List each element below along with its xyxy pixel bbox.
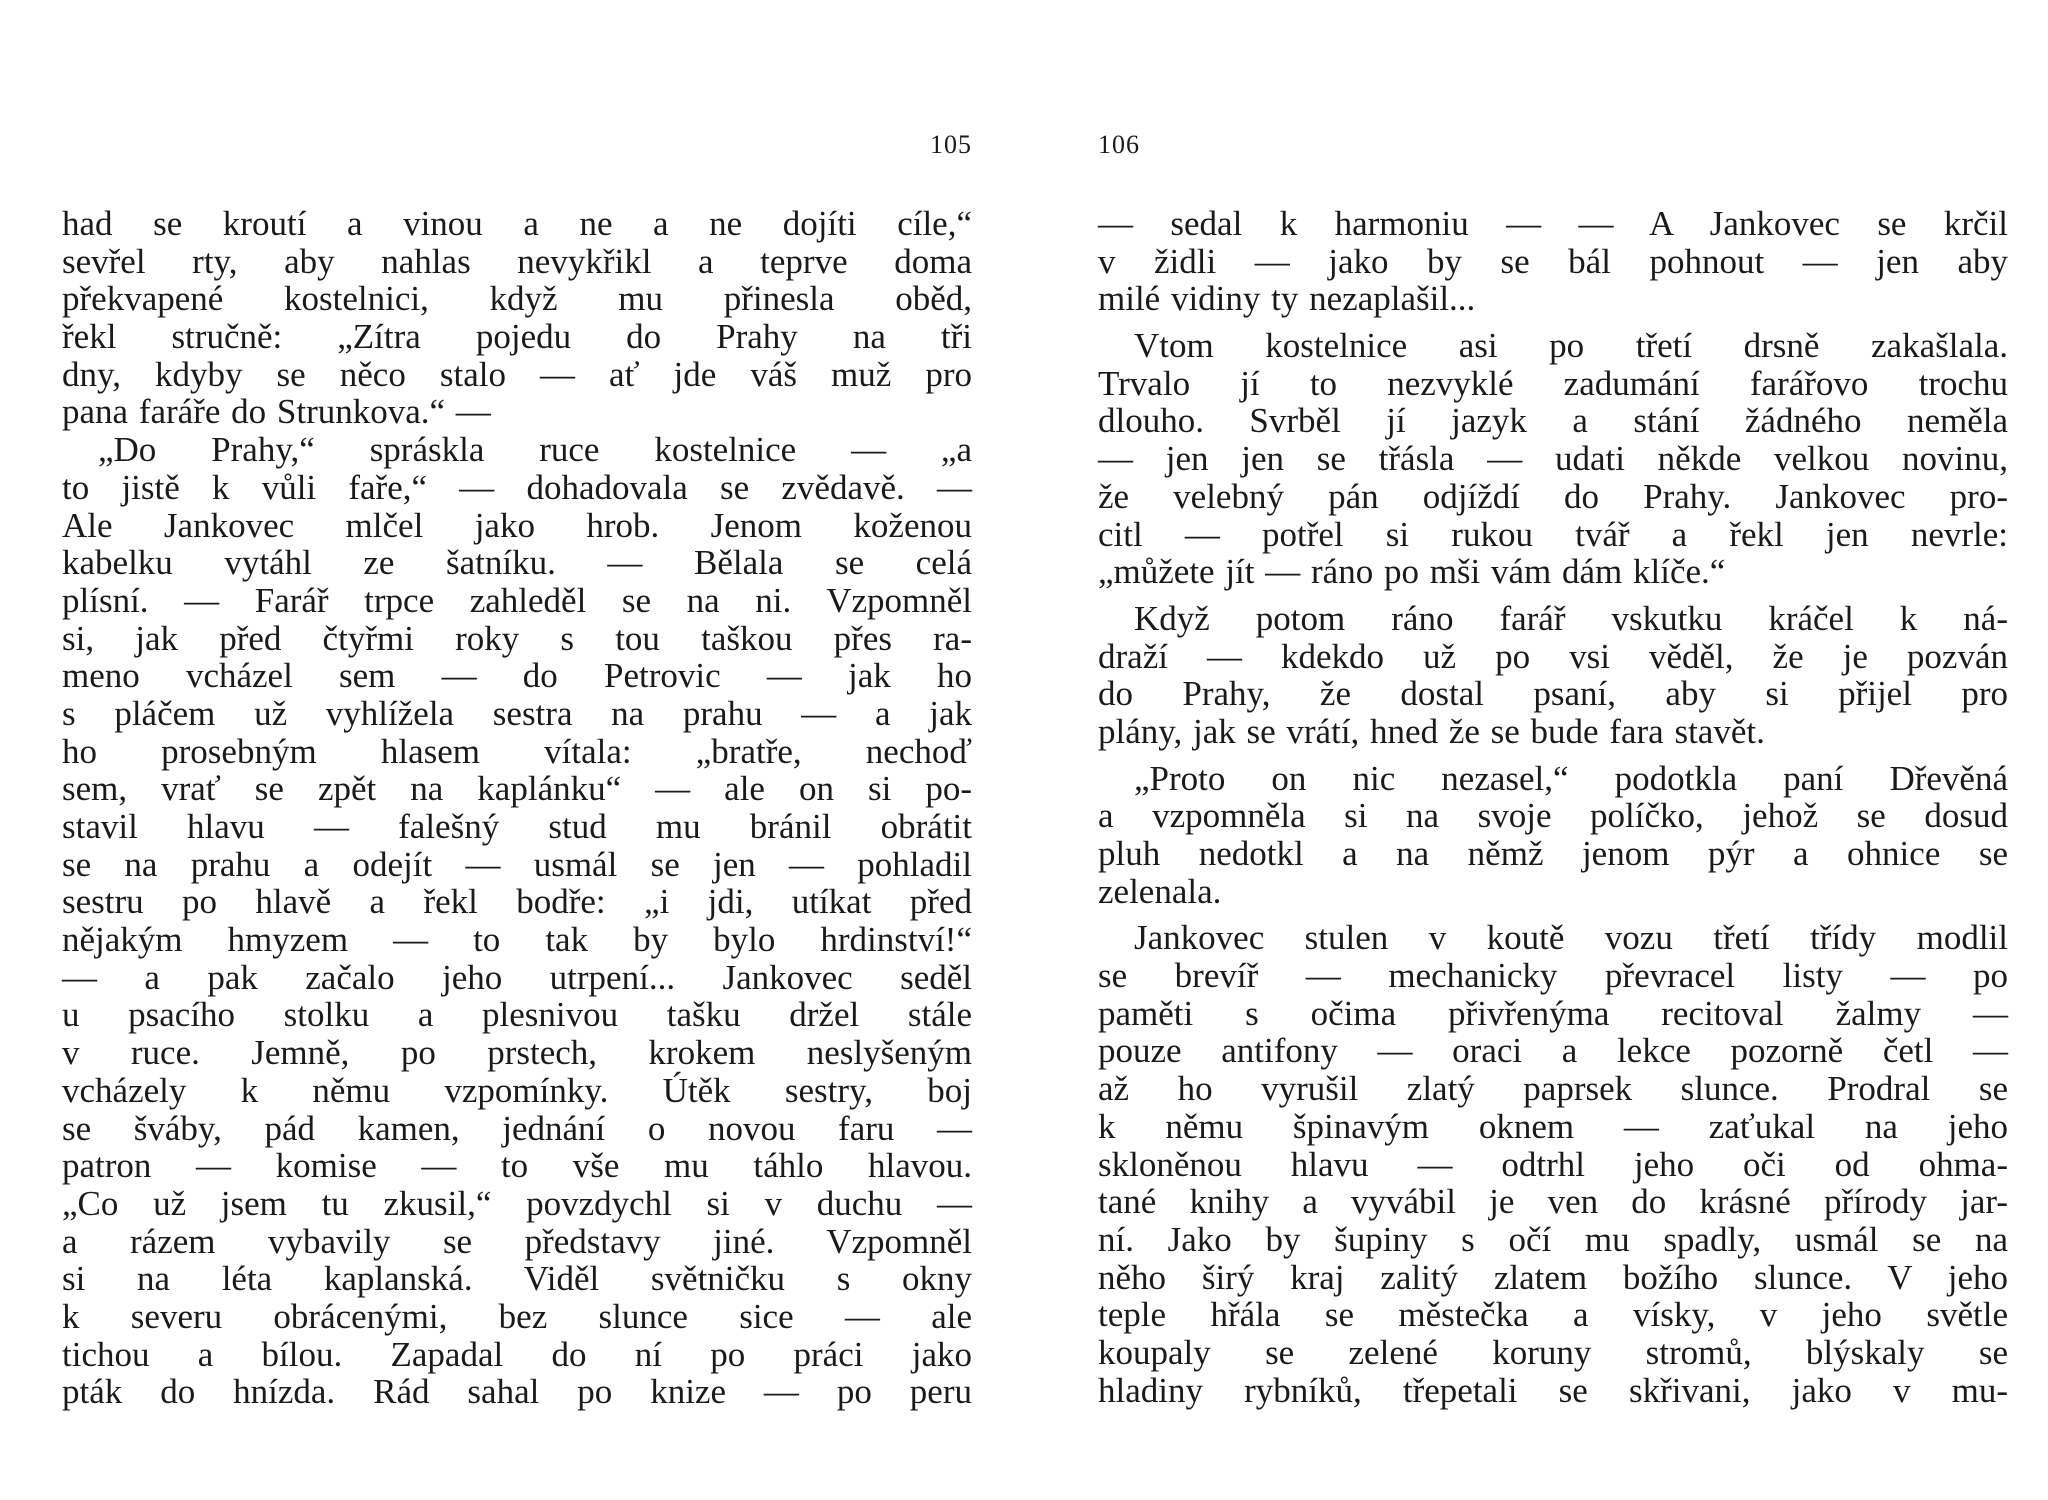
- text-line: skloněnou hlavu — odtrhl jeho oči od ohma-: [1098, 1144, 2008, 1184]
- text-line: „můžete jít — ráno po mši vám dám klíče.“: [1098, 552, 1726, 592]
- text-line: plísní. — Farář trpce zahleděl se na ni. Vzpomněl: [62, 580, 972, 620]
- text-line: paměti s očima přivřenýma recitoval žalmy —: [1098, 993, 2008, 1033]
- paragraph: [1098, 327, 2008, 591]
- text-line: — jen jen se třásla — udati někde velkou novinu,: [1098, 439, 2008, 479]
- paragraph: [1098, 760, 2008, 911]
- page-number: 106: [1098, 130, 1140, 159]
- text-line: pták do hnízda. Rád sahal po knize — po peru: [62, 1372, 972, 1412]
- text-line: že velebný pán odjíždí do Prahy. Jankovec pro-: [1098, 476, 2008, 516]
- text-line: něho širý kraj zalitý zlatem božího slunce. V jeho: [1098, 1257, 2008, 1297]
- text-line: se šváby, pád kamen, jednání o novou faru —: [62, 1108, 972, 1148]
- paragraph: [1098, 919, 2008, 1409]
- text-line: vcházely k němu vzpomínky. Útěk sestry, boj: [62, 1070, 972, 1110]
- text-line: zelenala.: [1098, 871, 1222, 911]
- text-line: ní. Jako by šupiny s očí mu spadly, usmál se na: [1098, 1219, 2008, 1259]
- text-line: k severu obrácenými, bez slunce sice — ale: [62, 1296, 972, 1336]
- text-line: had se kroutí a vinou a ne a ne dojíti cíle,“: [62, 204, 972, 243]
- left-page: [62, 0, 972, 1500]
- text-line: a vzpomněla si na svoje políčko, jehož se dosud: [1098, 796, 2008, 836]
- text-line: „Proto on nic nezasel,“ podotkla paní Dřevěná: [1134, 758, 2008, 798]
- text-line: patron — komise — to vše mu táhlo hlavou.: [62, 1146, 972, 1186]
- text-line: Trvalo jí to nezvyklé zadumání farářovo trochu: [1098, 363, 2008, 403]
- text-line: si na léta kaplanská. Viděl světničku s okny: [62, 1259, 972, 1299]
- text-line: překvapené kostelnici, když mu přinesla oběd,: [62, 279, 972, 319]
- text-line: sevřel rty, aby nahlas nevykřikl a teprve doma: [62, 241, 972, 281]
- text-line: do Prahy, že dostal psaní, aby si přijel pro: [1098, 674, 2008, 714]
- text-line: tichou a bílou. Zapadal do ní po práci jako: [62, 1334, 972, 1374]
- text-line: teple hřála se městečka a vísky, v jeho světle: [1098, 1295, 2008, 1335]
- text-line: „Do Prahy,“ spráskla ruce kostelnice — „a: [98, 430, 972, 470]
- text-line: hladiny rybníků, třepetali se skřivani, jako v mu-: [1098, 1370, 2008, 1410]
- text-line: se na prahu a odejít — usmál se jen — pohladil: [62, 844, 972, 884]
- text-line: ho prosebným hlasem vítala: „bratře, nechoď: [62, 731, 972, 771]
- text-line: to jistě k vůli faře,“ — dohadovala se zvědavě. —: [62, 467, 972, 507]
- text-line: — a pak začalo jeho utrpení... Jankovec seděl: [62, 957, 972, 997]
- text-line: v židli — jako by se bál pohnout — jen aby: [1098, 241, 2008, 281]
- text-line: s pláčem už vyhlížela sestra na prahu — a jak: [62, 693, 972, 733]
- text-line: pluh nedotkl a na němž jenom pýr a ohnice se: [1098, 834, 2008, 873]
- paragraph: [1098, 600, 2008, 751]
- text-line: Vtom kostelnice asi po třetí drsně zakašlala.: [1134, 326, 2008, 366]
- text-line: Ale Jankovec mlčel jako hrob. Jenom koženou: [62, 505, 972, 545]
- text-line: plány, jak se vrátí, hned že se bude fara stavět.: [1098, 711, 1765, 751]
- text-line: se brevíř — mechanicky převracel listy — po: [1098, 956, 2008, 996]
- text-line: sem, vrať se zpět na kaplánku“ — ale on si po-: [62, 769, 972, 809]
- left-page-text: [62, 205, 972, 1411]
- text-line: „Co už jsem tu zkusil,“ povzdychl si v duchu —: [62, 1183, 972, 1223]
- text-line: dlouho. Svrběl jí jazyk a stání žádného neměla: [1098, 401, 2008, 441]
- text-line: koupaly se zelené koruny stromů, blýskaly se: [1098, 1332, 2008, 1372]
- text-line: Když potom ráno farář vskutku kráčel k ná-: [1134, 598, 2008, 638]
- paragraph: [1098, 205, 2008, 318]
- text-line: pana faráře do Strunkova.“ —: [62, 392, 491, 432]
- text-line: si, jak před čtyřmi roky s tou taškou přes ra-: [62, 618, 972, 658]
- page-number: 105: [930, 130, 972, 159]
- text-line: sestru po hlavě a řekl bodře: „i jdi, utíkat před: [62, 882, 972, 922]
- text-line: dny, kdyby se něco stalo — ať jde váš muž pro: [62, 354, 972, 394]
- text-line: k němu špinavým oknem — zaťukal na jeho: [1098, 1106, 2008, 1146]
- text-line: v ruce. Jemně, po prstech, krokem neslyšeným: [62, 1033, 972, 1073]
- text-line: meno vcházel sem — do Petrovic — jak ho: [62, 656, 972, 696]
- text-line: pouze antifony — oraci a lekce pozorně četl —: [1098, 1031, 2008, 1071]
- text-line: u psacího stolku a plesnivou tašku držel stále: [62, 995, 972, 1035]
- text-line: tané knihy a vyvábil je ven do krásné přírody jar-: [1098, 1182, 2008, 1222]
- text-line: a rázem vybavily se představy jiné. Vzpomněl: [62, 1221, 972, 1261]
- right-page: [1098, 0, 2008, 1500]
- text-line: řekl stručně: „Zítra pojedu do Prahy na tři: [62, 317, 972, 357]
- text-line: citl — potřel si rukou tvář a řekl jen nevrle:: [1098, 514, 2008, 554]
- text-line: až ho vyrušil zlatý paprsek slunce. Prodral se: [1098, 1069, 2008, 1109]
- text-line: nějakým hmyzem — to tak by bylo hrdinství!“: [62, 920, 972, 960]
- text-line: kabelku vytáhl ze šatníku. — Bělala se celá: [62, 543, 972, 583]
- text-line: draží — kdekdo už po vsi věděl, že je pozván: [1098, 636, 2008, 676]
- text-line: stavil hlavu — falešný stud mu bránil obrátit: [62, 807, 972, 846]
- text-line: Jankovec stulen v koutě vozu třetí třídy modlil: [1134, 918, 2008, 958]
- right-page-text: [1098, 205, 2008, 1409]
- text-line: milé vidiny ty nezaplašil...: [1098, 279, 1476, 319]
- text-line: — sedal k harmoniu — — A Jankovec se krčil: [1098, 204, 2008, 243]
